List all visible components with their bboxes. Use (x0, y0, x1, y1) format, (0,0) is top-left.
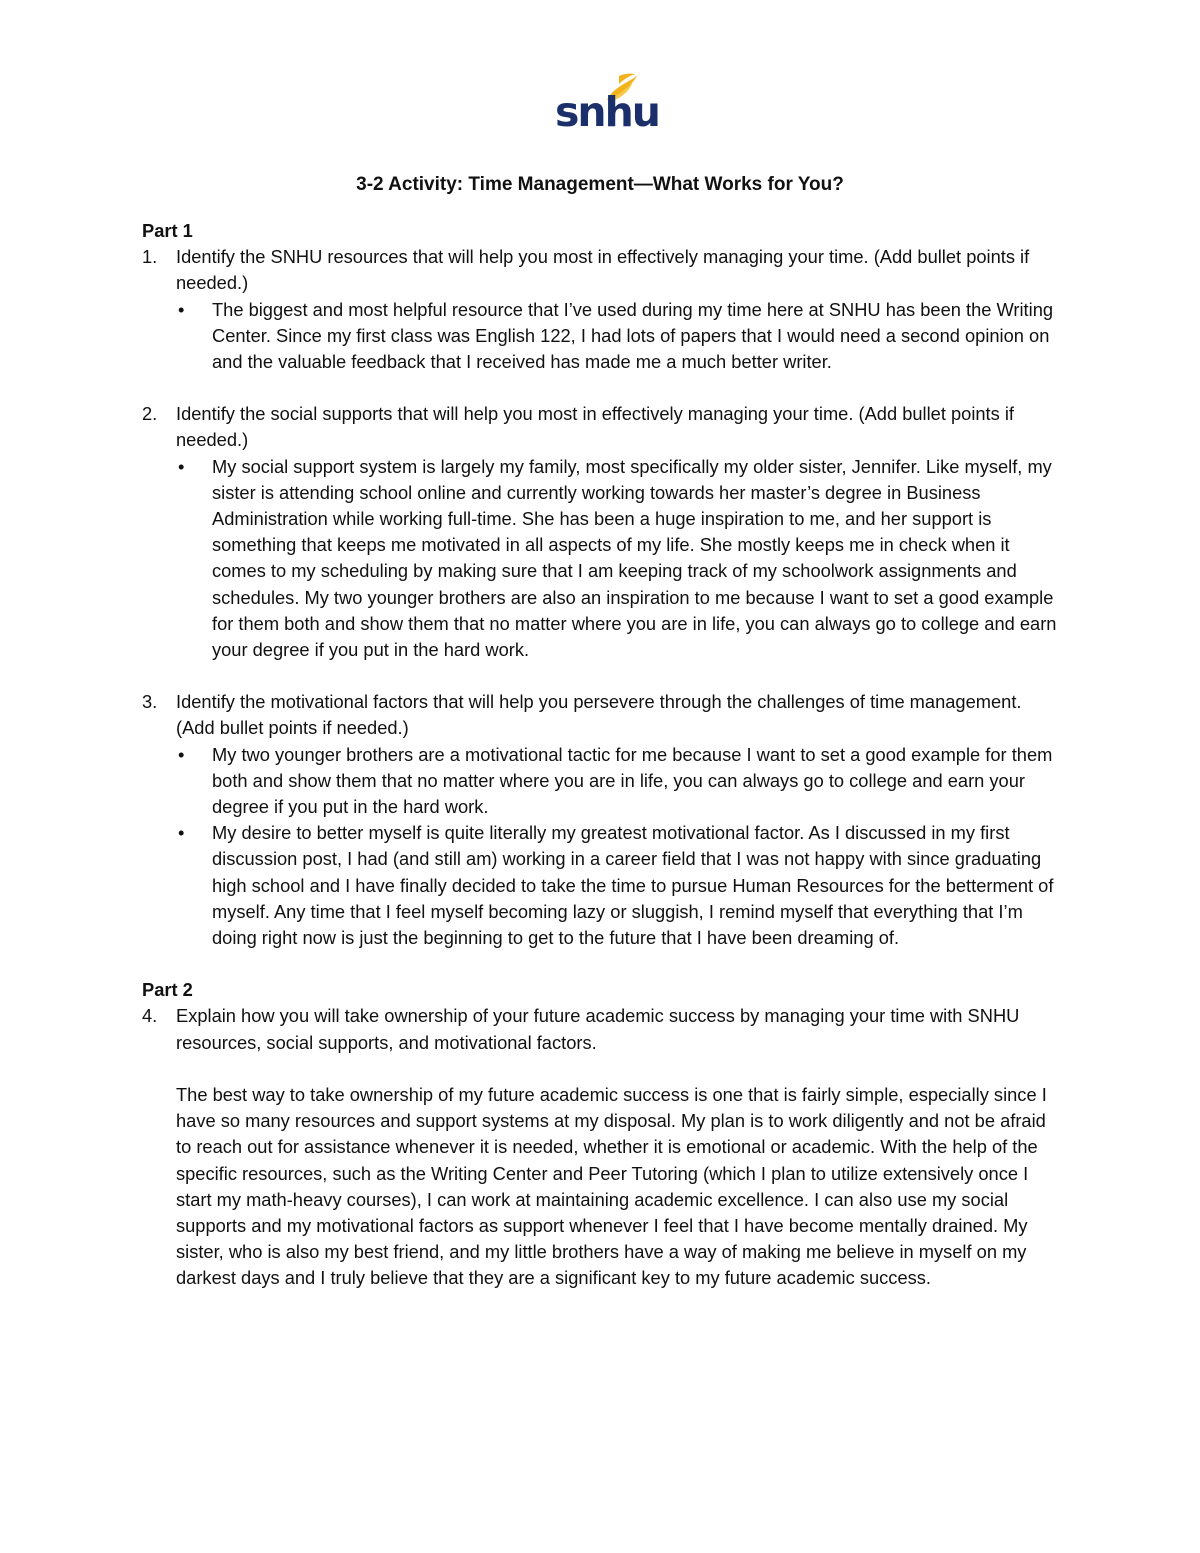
bullet-text: My social support system is largely my family, most specifically my older sister, Jennifer. Like myself, my sister is attending school online and currently working towards her master’s degree in Business Administration while working full-time. She has been a huge inspiration to me, and her support is something that keeps me motivated in all aspects of my life. She mostly keeps me in check when it comes to my scheduling by making sure that I am keeping track of my schoolwork assignments and schedules. My two younger brothers are also an inspiration to me because I want to set a good example for them both and show them that no matter where you are in life, you can always go to college and earn your degree if you put in the hard work. (212, 455, 1057, 661)
bullet-icon: • (178, 743, 185, 765)
document-body (142, 218, 1062, 1292)
bullet-text: My desire to better myself is quite literally my greatest motivational factor. As I discussed in my first discussion post, I had (and still am) working in a career field that I was not happy with since graduating high school and I have finally decided to take the time to pursue Human Resources for the betterment of myself. Any time that I feel myself becoming lazy or sluggish, I remind myself that everything that I’m doing right now is just the beginning to get to the future that I have been dreaming of. (212, 822, 1054, 949)
bullet-icon: • (178, 822, 185, 844)
question-text: Explain how you will take ownership of your future academic success by managing your time with SNHU resources, social supports, and motivational factors. (176, 1005, 1020, 1053)
question-1 (142, 244, 1062, 375)
part-1-heading: Part 1 (142, 220, 193, 241)
bullet-item (176, 820, 1062, 951)
part-2-heading: Part 2 (142, 979, 193, 1001)
answer-paragraph: The best way to take ownership of my future academic success is one that is fairly simple, especially since I have so many resources and support systems at my disposal. My plan is to work diligently and not be afraid to reach out for assistance whenever it is needed, whether it is emotional or academic. With the help of the specific resources, such as the Writing Center and Peer Tutoring (which I plan to utilize extensively once I start my math-heavy courses), I can work at maintaining academic excellence. I can also use my social supports and my motivational factors as support whenever I feel that I have become mentally drained. My sister, who is also my best friend, and my little brothers have a way of making me believe in myself on my darkest days and I truly believe that they are a significant key to my future academic success. (176, 1083, 1047, 1289)
question-number: 4. (142, 1005, 158, 1027)
question-text: Identify the motivational factors that will help you persevere through the challenges of time management. (Add bullet points if needed.) (176, 691, 1022, 739)
bullet-text: My two younger brothers are a motivational tactic for me because I want to set a good example for them both and show them that no matter where you are in life, you can always go to college and earn your degree if you put in the hard work. (212, 743, 1053, 818)
bullet-text: The biggest and most helpful resource that I’ve used during my time here at SNHU has been the Writing Center. Since my first class was English 122, I had lots of papers that I would need a second opinion on and the valuable feedback that I received has made me a much better writer. (212, 298, 1054, 373)
question-2 (142, 401, 1062, 663)
question-text: Identify the SNHU resources that will help you most in effectively managing your time. (Add bullet points if needed.) (176, 246, 1030, 294)
bullet-item (176, 297, 1062, 376)
question-number: 3. (142, 691, 158, 713)
bullet-list (176, 454, 1062, 664)
bullet-icon: • (178, 455, 185, 477)
question-number: 1. (142, 246, 158, 268)
logo-wordmark: snhu (555, 88, 659, 136)
question-4 (142, 1003, 1062, 1055)
question-text: Identify the social supports that will help you most in effectively managing your time. (Add bullet points if needed.) (176, 403, 1014, 451)
bullet-list (176, 297, 1062, 376)
bullet-icon: • (178, 298, 185, 320)
snhu-logo (555, 72, 659, 136)
question-3 (142, 689, 1062, 951)
question-number: 2. (142, 403, 158, 425)
bullet-item (176, 454, 1062, 664)
bullet-list (176, 742, 1062, 952)
bullet-item (176, 742, 1062, 821)
page-title: 3-2 Activity: Time Management—What Works for You? (356, 174, 844, 195)
